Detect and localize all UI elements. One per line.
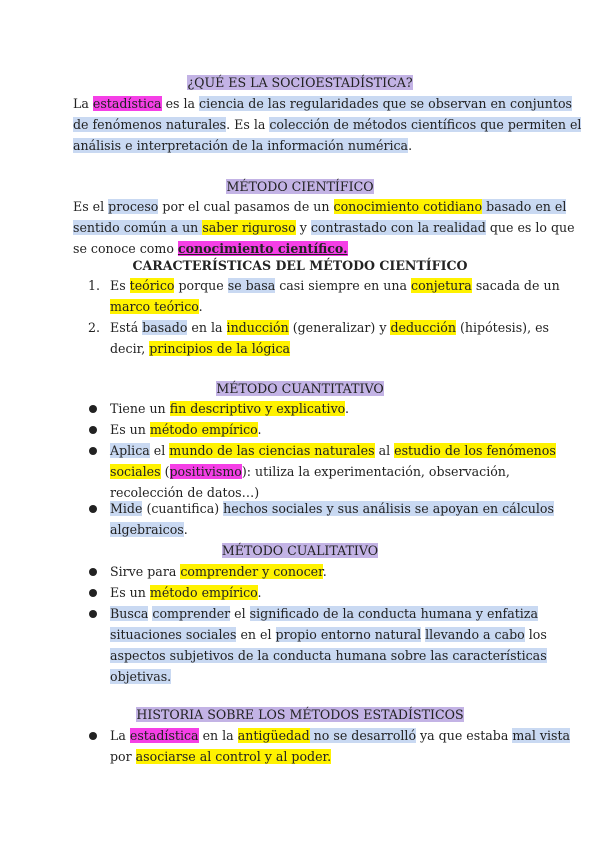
text-run: Mide — [110, 501, 143, 516]
text-run: CARACTERÍSTICAS DEL MÉTODO CIENTÍFICO — [132, 258, 468, 273]
heading-cuantitativo — [0, 380, 600, 397]
text-run: saber riguroso — [202, 220, 296, 235]
text-run: en la — [198, 728, 238, 743]
bullet-icon — [89, 405, 97, 413]
text-run: aspectos subjetivos de la conducta humana sobre las características — [110, 648, 547, 663]
text-run: positivismo — [169, 464, 242, 479]
text-run: . — [183, 522, 188, 537]
text-run: se basa — [227, 278, 276, 293]
bullet-icon — [89, 610, 97, 618]
text-run: Es un — [110, 585, 150, 600]
text-run: . Es la — [226, 117, 270, 132]
text-run: Busca — [110, 606, 149, 621]
text-run: . — [345, 401, 350, 416]
text-run: teórico — [129, 278, 175, 293]
list-item — [110, 500, 554, 517]
text-run: 1. — [88, 278, 101, 293]
paragraph-line — [73, 116, 581, 133]
text-run: HISTORIA SOBRE LOS MÉTODOS ESTADÍSTICOS — [136, 707, 464, 722]
text-run: estudio de los fenómenos — [394, 443, 556, 458]
text-run: (generalizar) y — [288, 320, 391, 335]
text-run: es la — [161, 96, 200, 111]
text-run: ( — [160, 464, 170, 479]
list-number — [88, 277, 100, 294]
text-run: Es el — [73, 199, 109, 214]
bullet-icon — [89, 505, 97, 513]
bullet-icon — [89, 589, 97, 597]
text-run: MÉTODO CUANTITATIVO — [216, 381, 384, 396]
text-run: se conoce como — [73, 241, 178, 256]
text-run: Sirve para — [110, 564, 181, 579]
paragraph-line — [73, 95, 572, 112]
list-item-continuation — [110, 668, 171, 685]
text-run: sociales — [110, 464, 161, 479]
text-run: llevando a cabo — [425, 627, 525, 642]
text-run: mundo de las ciencias naturales — [169, 443, 375, 458]
list-item — [110, 442, 556, 459]
list-item-continuation — [110, 521, 188, 538]
text-run: conocimiento cotidiano — [333, 199, 483, 214]
list-item — [110, 584, 262, 601]
text-run: . — [257, 422, 262, 437]
text-run: conjetura — [411, 278, 472, 293]
bullet-icon — [89, 426, 97, 434]
text-run: en la — [187, 320, 227, 335]
text-run: ciencia de las regularidades que se observan en conjuntos — [199, 96, 572, 111]
text-run: fin descriptivo y explicativo — [169, 401, 346, 416]
text-run: al — [374, 443, 395, 458]
text-run: método empírico — [149, 585, 258, 600]
text-run: algebraicos — [110, 522, 184, 537]
list-item — [110, 605, 538, 622]
text-run: basado en el — [482, 199, 567, 214]
paragraph-line — [73, 137, 412, 154]
heading-cualitativo — [0, 542, 600, 559]
text-run: porque — [174, 278, 228, 293]
text-run: marco teórico — [110, 299, 199, 314]
text-run: no se desarrolló — [309, 728, 417, 743]
text-run: ): utiliza la experimentación, observación, — [241, 464, 510, 479]
text-run: ¿QUÉ ES LA SOCIOESTADÍSTICA? — [187, 75, 413, 90]
paragraph-line — [73, 240, 348, 257]
paragraph-line — [73, 219, 575, 236]
text-run: MÉTODO CUALITATIVO — [221, 543, 379, 558]
text-run: estadística — [92, 96, 162, 111]
text-run: antigüedad — [237, 728, 310, 743]
heading-caracteristicas — [0, 257, 600, 274]
text-run: Aplica — [110, 443, 150, 458]
heading-metodo-cientifico — [0, 178, 600, 195]
text-run: propio entorno natural — [275, 627, 422, 642]
text-run: análisis e interpretación de la información numérica — [73, 138, 409, 153]
text-run: conocimiento científico. — [177, 241, 348, 256]
list-item — [110, 727, 570, 744]
text-run: decir, — [110, 341, 150, 356]
text-run: . — [408, 138, 413, 153]
text-run: La — [73, 96, 93, 111]
text-run: comprender y conocer — [180, 564, 323, 579]
list-item-continuation — [110, 626, 547, 643]
text-run: deducción — [390, 320, 456, 335]
list-item-continuation — [110, 647, 547, 664]
text-run: (hipótesis), es — [455, 320, 549, 335]
text-run: MÉTODO CIENTÍFICO — [226, 179, 374, 194]
list-item-continuation — [110, 463, 510, 480]
text-run: recolección de datos…) — [110, 485, 260, 500]
text-run: . — [198, 299, 203, 314]
text-run: basado — [142, 320, 188, 335]
list-item — [110, 400, 349, 417]
text-run: Es — [110, 278, 130, 293]
list-number — [88, 319, 100, 336]
text-run: el — [149, 443, 170, 458]
text-run: los — [524, 627, 547, 642]
text-run: (cuantifica) — [142, 501, 224, 516]
heading-socioestadistica — [0, 74, 600, 91]
bullet-icon — [89, 447, 97, 455]
text-run: 2. — [88, 320, 101, 335]
list-item — [110, 319, 549, 336]
text-run: Es un — [110, 422, 150, 437]
list-item-continuation — [110, 748, 331, 765]
text-run: casi siempre en una — [275, 278, 412, 293]
text-run: hechos sociales y sus análisis se apoyan en cálculos — [223, 501, 554, 516]
text-run: el — [230, 606, 250, 621]
list-item — [110, 421, 262, 438]
list-item — [110, 563, 327, 580]
bullet-icon — [89, 568, 97, 576]
text-run: inducción — [226, 320, 289, 335]
text-run: sentido común a un — [73, 220, 203, 235]
list-item — [110, 277, 560, 294]
text-run: ya que estaba — [416, 728, 513, 743]
text-run: colección de métodos científicos que permiten el — [269, 117, 582, 132]
text-run: sacada de un — [471, 278, 560, 293]
text-run: . — [322, 564, 327, 579]
text-run: y — [295, 220, 311, 235]
text-run: método empírico — [149, 422, 258, 437]
text-run: principios de la lógica — [149, 341, 291, 356]
text-run: Está — [110, 320, 143, 335]
text-run: La — [110, 728, 130, 743]
text-run: mal vista — [512, 728, 571, 743]
text-run: situaciones sociales — [110, 627, 237, 642]
text-run: significado de la conducta humana y enfatiza — [249, 606, 538, 621]
text-run: por el cual pasamos de un — [158, 199, 334, 214]
list-item-continuation — [110, 340, 290, 357]
text-run: objetivas. — [110, 669, 172, 684]
text-run: que es lo que — [485, 220, 575, 235]
text-run: asociarse al control y al poder. — [135, 749, 332, 764]
text-run: por — [110, 749, 136, 764]
text-run: en el — [236, 627, 276, 642]
list-item-continuation — [110, 484, 259, 501]
text-run: contrastado con la realidad — [310, 220, 486, 235]
text-run: proceso — [108, 199, 159, 214]
paragraph-line — [73, 198, 566, 215]
bullet-icon — [89, 732, 97, 740]
text-run: Tiene un — [110, 401, 170, 416]
list-item-continuation — [110, 298, 203, 315]
text-run: . — [257, 585, 262, 600]
text-run: comprender — [152, 606, 231, 621]
heading-historia — [0, 706, 600, 723]
text-run: estadística — [129, 728, 199, 743]
text-run: de fenómenos naturales — [73, 117, 227, 132]
